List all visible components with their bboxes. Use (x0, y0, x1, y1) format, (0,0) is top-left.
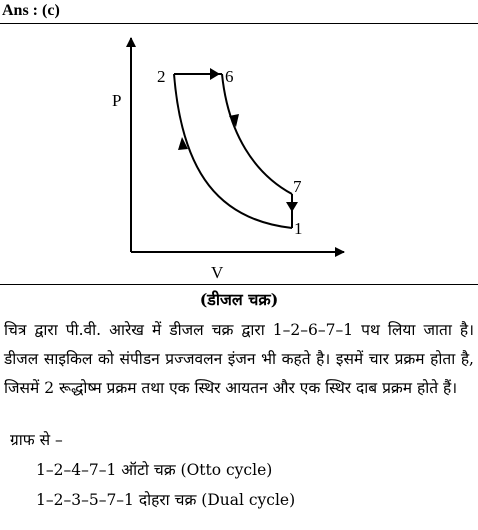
y-axis-label: P (112, 91, 122, 110)
process-1-2 (174, 74, 292, 228)
diagram-caption: (डीजल चक्र) (199, 290, 279, 309)
explanation-paragraph: चित्र द्वारा पी.वी. आरेख में डीजल चक्र द्वारा 1–2–6–7–1 पथ लिया जाता है। डीजल साइकिल को संपीडन प्रज्जवलन इंजन भी कहते है। इसमें चार प्रक्रम होता है, जिसमें 2 रूद्धोष्म प्रक्रम तथा एक स्थिर आयतन और एक स्थिर दाब प्रक्रम होते हैं। (4, 321, 474, 397)
process-6-7 (222, 74, 292, 194)
graph-from-label: ग्राफ से – (10, 431, 63, 449)
cycle-dual: 1–2–3–5–7–1 दोहरा चक्र (Dual cycle) (36, 491, 296, 509)
point-6-label: 6 (225, 67, 234, 86)
arrow-7-1 (286, 202, 298, 212)
answer-label: Ans : (c) (2, 2, 60, 19)
cycle-otto: 1–2–4–7–1 ऑटो चक्र (Otto cycle) (36, 461, 273, 479)
point-2-label: 2 (157, 67, 166, 86)
caption-divider (0, 284, 478, 285)
x-axis-label: V (211, 263, 224, 282)
point-7-label: 7 (293, 177, 302, 196)
pv-diagram (0, 24, 478, 284)
point-1-label: 1 (294, 219, 303, 238)
